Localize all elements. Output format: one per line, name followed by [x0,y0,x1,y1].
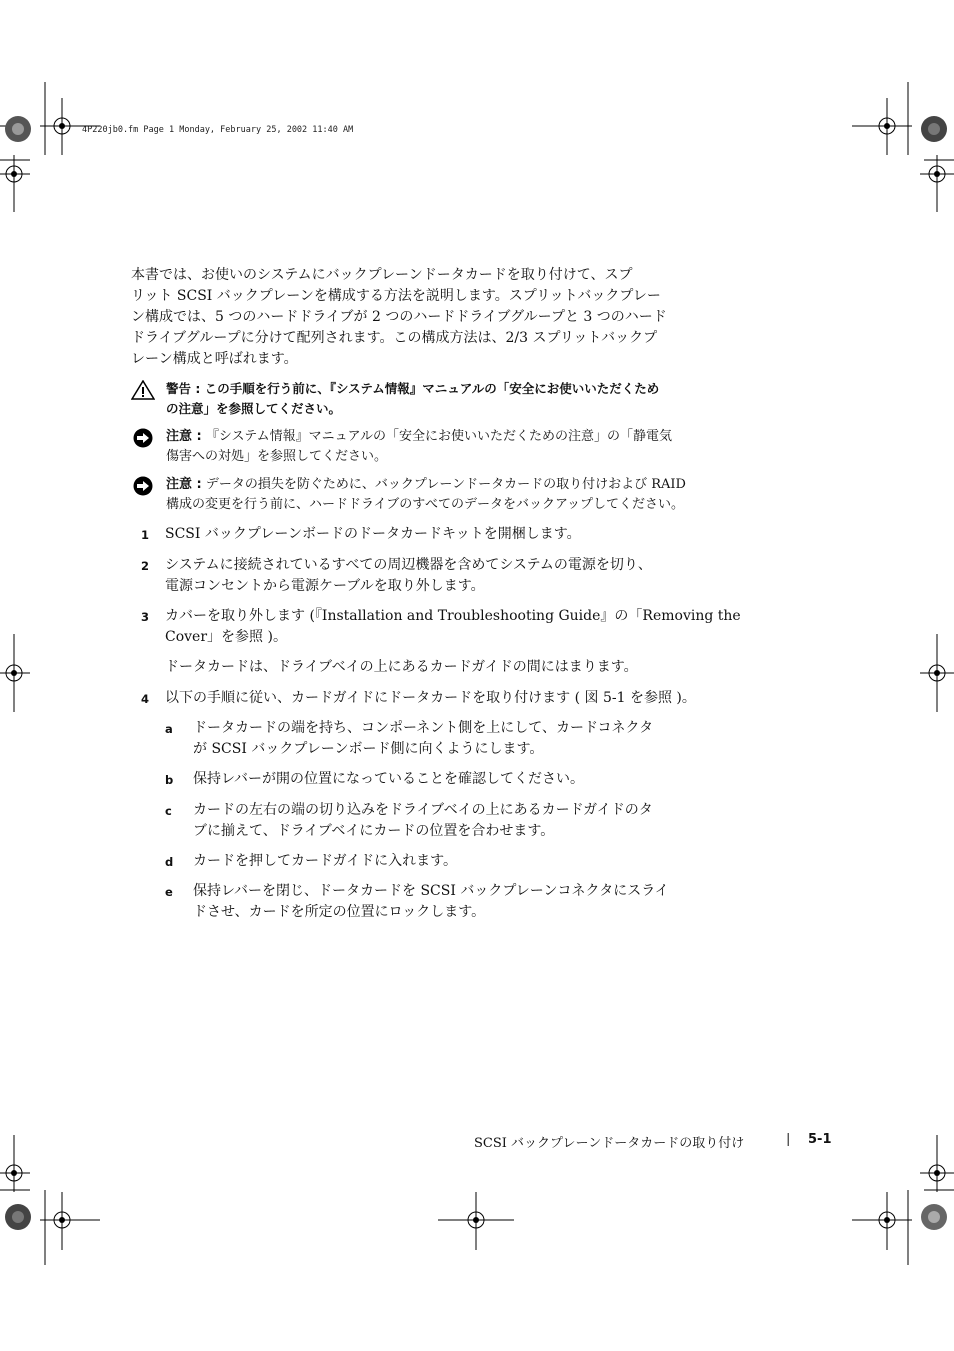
intro-line: 本書では、お使いのシステムにバックプレーンドータカードを取り付けて、スプ [131,267,633,283]
step-line: 以下の手順に従い、カードガイドにドータカードを取り付けます ( 図 5-1 を参照 )。 [165,690,696,706]
notice-line: データの損失を防ぐために、バックプレーンドータカードの取り付けおよび RAID [205,477,686,492]
step-number: 3 [141,610,150,624]
substep-letter: e [165,885,173,899]
intro-line: ドライブグループに分けて配列されます。この構成方法は、2/3 スプリットバックプ [131,330,658,346]
step-line: システムに接続されているすべての周辺機器を含めてシステムの電源を切り、 [165,557,652,573]
substep-letter: a [165,722,173,736]
step-line: カバーを取り外します (『Installation and Troubleshooting Guide』の「Removing the [165,608,741,624]
substep-line: ドさせ、カードを所定の位置にロックします。 [193,904,486,920]
substep-letter: c [165,804,172,818]
intro-line: レーン構成と呼ばれます。 [131,351,298,367]
intro-line: リット SCSI バックプレーンを構成する方法を説明します。スプリットバックプレー [131,288,661,304]
substep-line: カードを押してカードガイドに入れます。 [193,853,458,869]
step-number: 2 [141,559,150,573]
warning-triangle-icon [131,380,155,400]
page-number: 5-1 [808,1132,832,1147]
substep-line: カードの左右の端の切り込みをドライブベイの上にあるカードガイドのタ [193,802,653,818]
intro-line: ン構成では、5 つのハードドライブが 2 つのハードドライブグループと 3 つのハード [131,309,667,325]
substep-line: 保持レバーを閉じ、ドータカードを SCSI バックプレーンコネクタにスライ [193,883,669,899]
warning-line: この手順を行う前に、『システム情報』マニュアルの「安全にお使いいただくため [204,381,660,396]
intro-paragraph [131,265,736,370]
notice-arrow-icon [131,428,155,448]
substep-line: ドータカードの端を持ち、コンポーネント側を上にして、カードコネクタ [193,720,654,736]
notice-label: 注意 : [166,429,202,444]
notice-line: 傷害への対処」を参照してください。 [166,449,388,464]
substep-line: が SCSI バックプレーンボード側に向くようにします。 [193,741,544,757]
notice-label: 注意 : [166,477,202,492]
warning-label: 警告 : [166,381,201,396]
substep-letter: d [165,855,174,869]
substep-letter: b [165,773,174,787]
step-line: SCSI バックプレーンボードのドータカードキットを開梱します。 [165,526,581,542]
notice-line: 構成の変更を行う前に、ハードドライブのすべてのデータをバックアップしてください。 [166,497,685,512]
notice-arrow-icon [131,476,155,496]
substep-line: 保持レバーが開の位置になっていることを確認してください。 [193,771,585,787]
step-number: 1 [141,528,150,542]
step-line: 電源コンセントから電源ケーブルを取り外します。 [165,578,485,594]
step-line: ドータカードは、ドライブベイの上にあるカードガイドの間にはまります。 [165,659,638,675]
print-header: 4P220jb0.fm Page 1 Monday, February 25, 2002 11:40 AM [82,125,354,135]
footer-separator: | [786,1132,791,1147]
notice-line: 『システム情報』マニュアルの「安全にお使いいただくための注意」の「静電気 [205,429,673,444]
warning-line: の注意」を参照してください。 [166,401,342,416]
substep-line: ブに揃えて、ドライブベイにカードの位置を合わせます。 [193,823,555,839]
step-number: 4 [141,692,150,706]
step-line: Cover」を参照 )。 [165,629,287,645]
footer-title: SCSI バックプレーンドータカードの取り付け [474,1136,745,1151]
